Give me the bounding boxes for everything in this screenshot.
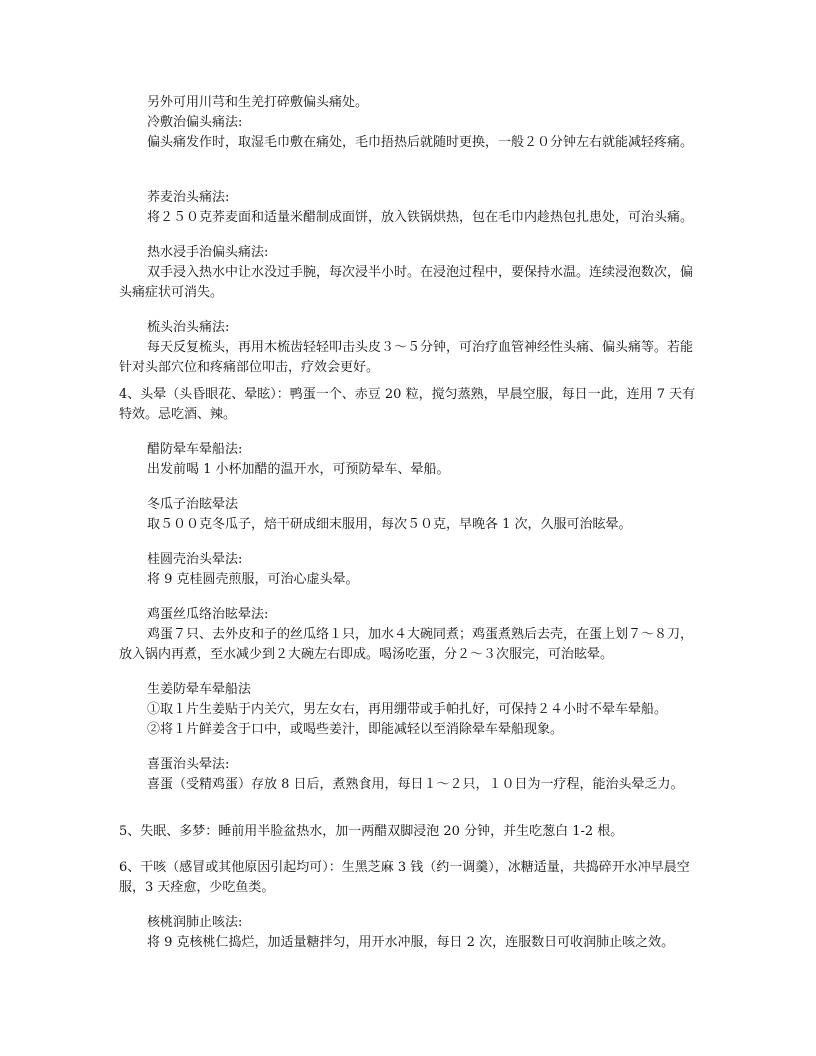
heading-happy-egg: 喜蛋治头晕法:	[147, 757, 230, 772]
item-5-insomnia: 5、失眠、多梦：睡前用半脸盆热水，加一两醋双脚浸泡 20 分钟，并生吃葱白 1-2 根。	[119, 824, 624, 839]
heading-egg-loofah: 鸡蛋丝瓜络治眩晕法:	[147, 607, 269, 622]
heading-walnut: 核桃润肺止咳法:	[147, 915, 243, 930]
heading-longan: 桂圆壳治头晕法:	[147, 552, 243, 567]
paragraph-winter-melon: 取５００克冬瓜子，焙干研成细末服用，每次５０克，早晚各 1 次，久服可治眩晕。	[147, 517, 632, 532]
paragraph-buckwheat: 将２５０克荞麦面和适量米醋制成面饼，放入铁锅烘热，包在毛巾内趁热包扎患处，可治头痛。	[147, 210, 694, 225]
paragraph-egg-loofah: 鸡蛋７只、去外皮和子的丝瓜络１只，加水４大碗同煮；鸡蛋煮熟后去壳，在蛋上划７～８刀，放入锅内再煮，至水减少到２大碗左右即成。喝汤吃蛋，分２～３次服完，可治眩晕。	[119, 627, 694, 662]
heading-vinegar: 醋防晕车晕船法:	[147, 442, 243, 457]
heading-winter-melon: 冬瓜子治眩晕法	[147, 497, 239, 512]
paragraph-vinegar: 出发前喝 1 小杯加醋的温开水，可预防晕车、晕船。	[147, 462, 450, 477]
heading-buckwheat: 荞麦治头痛法:	[147, 190, 230, 205]
heading-cold-compress: 冷敷治偏头痛法:	[147, 115, 243, 130]
paragraph-walnut: 将 9 克核桃仁捣烂，加适量糖拌匀，用开水冲服，每日 2 次，连服数日可收润肺止咳之效。	[147, 935, 675, 950]
heading-combing: 梳头治头痛法:	[147, 320, 230, 335]
paragraph-ginger-1: ①取１片生姜贴于内关穴，男左女右，再用绷带或手帕扎好，可保持２４小时不晕车晕船。	[147, 702, 668, 717]
heading-hot-water: 热水浸手治偏头痛法:	[147, 245, 269, 260]
item-6-dry-cough: 6、干咳（感冒或其他原因引起均可）：生黑芝麻 3 钱（约一调羹），冰糖适量，共捣碎开水冲早晨空服，3 天痊愈，少吃鱼类。	[119, 860, 690, 895]
paragraph-cold-compress: 偏头痛发作时，取湿毛巾敷在痛处，毛巾捂热后就随时更换，一般２０分钟左右就能减轻疼痛。	[147, 135, 694, 150]
paragraph-happy-egg: 喜蛋（受精鸡蛋）存放 8 日后，煮熟食用，每日１～２只，１０日为一疗程，能治头晕乏力。	[147, 777, 684, 792]
paragraph-longan: 将 9 克桂圆壳煎服，可治心虚头晕。	[147, 572, 359, 587]
item-4-dizziness: 4、头晕（头昏眼花、晕眩）：鸭蛋一个、赤豆 20 粒，搅匀蒸熟，早晨空服，每日一此，连用 7 天有特效。忌吃酒、辣。	[119, 387, 696, 422]
intro-line: 另外可用川芎和生羌打碎敷偏头痛处。	[147, 95, 369, 110]
paragraph-ginger-2: ②将１片鲜姜含于口中，或喝些姜汁，即能减轻以至消除晕车晕船现象。	[147, 722, 564, 737]
heading-ginger: 生姜防晕车晕船法	[147, 682, 252, 697]
paragraph-combing: 每天反复梳头，再用木梳齿轻轻叩击头皮３～５分钟，可治疗血管神经性头痛、偏头痛等。若能针对头部穴位和疼痛部位叩击，疗效会更好。	[119, 340, 694, 375]
paragraph-hot-water: 双手浸入热水中让水没过手腕，每次浸半小时。在浸泡过程中，要保持水温。连续浸泡数次，偏头痛症状可消失。	[119, 265, 694, 300]
